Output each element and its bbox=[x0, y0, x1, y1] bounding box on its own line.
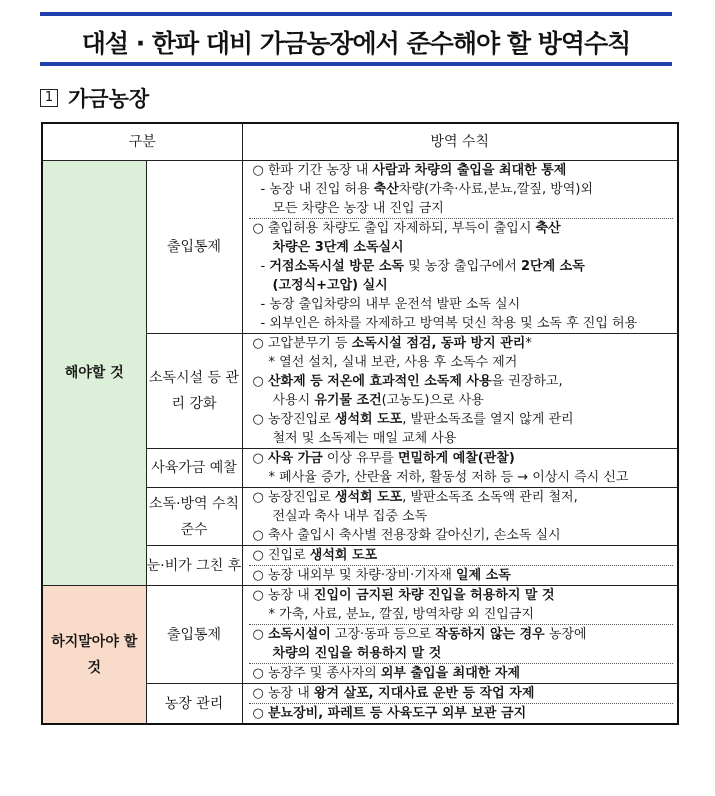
rule-group bbox=[249, 334, 674, 448]
rules-cell bbox=[242, 586, 678, 684]
quarantine-rules-table bbox=[41, 122, 679, 725]
rule-group bbox=[249, 565, 674, 585]
rule-line: * 열선 설치, 실내 보관, 사용 후 소독수 제거 bbox=[268, 355, 518, 370]
rule-group bbox=[249, 218, 674, 333]
rule-line: ○ 진입로 생석회 도포 bbox=[252, 548, 378, 563]
rules-cell bbox=[242, 488, 678, 546]
rule-group bbox=[249, 663, 674, 683]
rules-cell bbox=[242, 449, 678, 488]
rule-line: ○ 한파 기간 농장 내 사람과 차량의 출입을 최대한 통제 bbox=[252, 163, 567, 178]
rule-line: ○ 농장 내 진입이 금지된 차량 진입을 허용하지 말 것 bbox=[252, 588, 555, 603]
rule-group bbox=[249, 586, 674, 624]
rule-line: - 농장 출입차량의 내부 운전석 발판 소독 실시 bbox=[260, 297, 521, 312]
rule-line: 차량의 진입을 허용하지 말 것 bbox=[272, 646, 442, 661]
subcategory-cell: 농장 관리 bbox=[146, 684, 242, 725]
rule-line: ○ 농장주 및 종사자의 외부 출입을 최대한 자제 bbox=[252, 666, 521, 681]
table-row bbox=[42, 586, 678, 684]
section-heading bbox=[40, 84, 149, 112]
rule-line: ○ 산화제 등 저온에 효과적인 소독제 사용을 권장하고, bbox=[252, 374, 563, 389]
header-category: 구분 bbox=[42, 123, 242, 161]
subcategory-cell: 출입통제 bbox=[146, 161, 242, 334]
table-body bbox=[42, 161, 678, 725]
subcategory-cell: 소독·방역 수칙 준수 bbox=[146, 488, 242, 546]
subcategory-cell: 사육가금 예찰 bbox=[146, 449, 242, 488]
rule-group bbox=[249, 488, 674, 545]
rule-line: ○ 고압분무기 등 소독시설 점검, 동파 방지 관리* bbox=[252, 336, 532, 351]
rule-line: ○ 농장 내 왕겨 살포, 지대사료 운반 등 작업 자제 bbox=[252, 686, 535, 701]
rules-cell bbox=[242, 334, 678, 449]
table-header-row bbox=[42, 123, 678, 161]
page-title: 대설 · 한파 대비 가금농장에서 준수해야 할 방역수칙 bbox=[81, 29, 631, 58]
rule-group bbox=[249, 161, 674, 218]
rule-group bbox=[249, 546, 674, 565]
rule-line: 전실과 축사 내부 집중 소독 bbox=[272, 509, 428, 524]
rule-line: ○ 사육 가금 이상 유무를 면밀하게 예찰(관찰) bbox=[252, 451, 515, 466]
rule-line: - 거점소독시설 방문 소독 및 농장 출입구에서 2단계 소독 bbox=[260, 259, 585, 274]
rule-line: ○ 소독시설이 고장·동파 등으로 작동하지 않는 경우 농장에 bbox=[252, 627, 587, 642]
rule-line: ○ 농장진입로 생석회 도포, 발판소독조를 열지 않게 관리 bbox=[252, 412, 574, 427]
rule-line: ○ 축사 출입시 축사별 전용장화 갈아신기, 손소독 실시 bbox=[252, 528, 561, 543]
rule-line: 모든 차량은 농장 내 진입 금지 bbox=[272, 201, 444, 216]
title-banner bbox=[40, 12, 672, 66]
rule-line: - 외부인은 하차를 자제하고 방역복 덧신 착용 및 소독 후 진입 허용 bbox=[260, 316, 638, 331]
rule-line: ○ 출입허용 차량도 출입 자제하되, 부득이 출입시 축산 bbox=[252, 221, 561, 236]
rule-line: * 가축, 사료, 분뇨, 깔짚, 방역차량 외 진입금지 bbox=[268, 607, 534, 622]
rule-line: ○ 분뇨장비, 파레트 등 사육도구 외부 보관 금지 bbox=[252, 706, 527, 721]
rule-group bbox=[249, 449, 674, 487]
subcategory-cell: 출입통제 bbox=[146, 586, 242, 684]
section-title: 가금농장 bbox=[68, 87, 150, 111]
rule-group bbox=[249, 624, 674, 663]
rules-cell bbox=[242, 684, 678, 725]
rule-line: - 농장 내 진입 허용 축산차량(가축·사료,분뇨,깔짚, 방역)외 bbox=[260, 182, 593, 197]
subcategory-cell: 눈·비가 그친 후 bbox=[146, 546, 242, 586]
rule-line: 철저 및 소독제는 매일 교체 사용 bbox=[272, 431, 457, 446]
rule-line: 차량은 3단계 소독실시 bbox=[272, 240, 404, 255]
rules-cell bbox=[242, 161, 678, 334]
rule-line: * 폐사율 증가, 산란율 저하, 활동성 저하 등 → 이상시 즉시 신고 bbox=[268, 470, 629, 485]
rule-line: ○ 농장진입로 생석회 도포, 발판소독조 소독액 관리 철저, bbox=[252, 490, 578, 505]
rule-line: 사용시 유기물 조건(고농도)으로 사용 bbox=[272, 393, 484, 408]
rule-line: ○ 농장 내외부 및 차량·장비·기자재 일제 소독 bbox=[252, 568, 511, 583]
rules-cell bbox=[242, 546, 678, 586]
subcategory-cell: 소독시설 등 관리 강화 bbox=[146, 334, 242, 449]
category-must-do: 해야할 것 bbox=[42, 161, 146, 586]
header-rules: 방역 수칙 bbox=[242, 123, 678, 161]
table-row bbox=[42, 161, 678, 334]
rule-group bbox=[249, 684, 674, 703]
rule-group bbox=[249, 703, 674, 723]
rule-line: (고정식+고압) 실시 bbox=[272, 278, 388, 293]
section-number-box: 1 bbox=[40, 89, 58, 107]
category-must-not: 하지말아야 할 것 bbox=[42, 586, 146, 725]
